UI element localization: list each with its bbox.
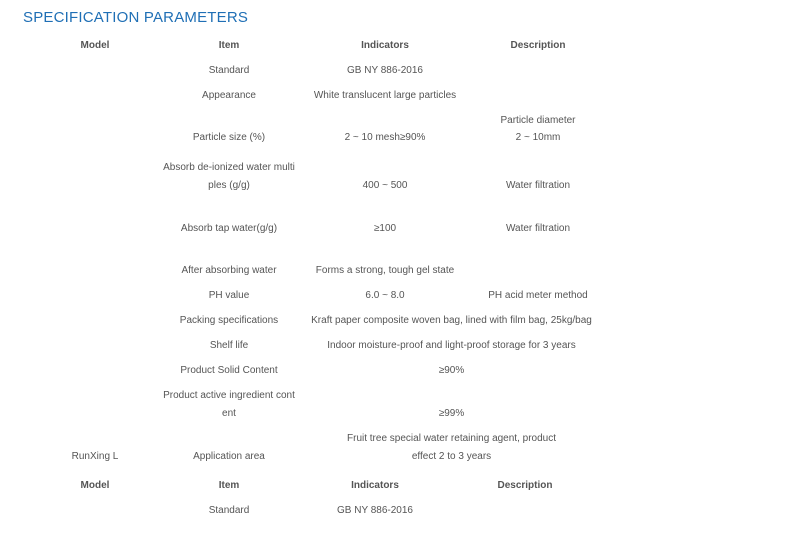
row-application-indicators-line1: Fruit tree special water retaining agent, product: [347, 433, 556, 444]
header-item: Item: [218, 40, 240, 51]
row-active-ingredient-item-line2: ent: [222, 408, 236, 419]
row-active-ingredient-item-line1: Product active ingredient cont: [163, 390, 295, 401]
header-description-2: Description: [497, 480, 553, 491]
header-description: Description: [510, 40, 566, 51]
row-solid-content-indicators: ≥90%: [438, 365, 465, 376]
row-tapwater-item: Absorb tap water(g/g): [180, 223, 278, 234]
row-deionized-indicators: 400 ~ 500: [362, 180, 408, 191]
row-active-ingredient-indicators: ≥99%: [438, 408, 465, 419]
header-model: Model: [80, 40, 110, 51]
row-appearance-indicators: White translucent large particles: [313, 90, 457, 101]
row-tapwater-indicators: ≥100: [373, 223, 397, 234]
row-tapwater-description: Water filtration: [505, 223, 571, 234]
row-deionized-item-line2: ples (g/g): [208, 180, 250, 191]
row-standard-item-2: Standard: [208, 505, 250, 516]
row-ph-item: PH value: [208, 290, 250, 301]
row-standard-item: Standard: [208, 65, 250, 76]
row-application-item: Application area: [193, 451, 265, 462]
row-after-absorbing-item: After absorbing water: [181, 265, 277, 276]
header-item-2: Item: [218, 480, 240, 491]
page-title: SPECIFICATION PARAMETERS: [23, 9, 249, 26]
row-appearance-item: Appearance: [202, 90, 256, 101]
row-standard-indicators-2: GB NY 886-2016: [337, 505, 413, 516]
row-ph-description: PH acid meter method: [488, 290, 588, 301]
row-particle-indicators: 2 ~ 10 mesh≥90%: [344, 132, 426, 143]
row-particle-description-line2: 2 ~ 10mm: [515, 132, 561, 143]
row-packing-indicators: Kraft paper composite woven bag, lined with film bag, 25kg/bag: [311, 315, 592, 326]
header-indicators-2: Indicators: [351, 480, 399, 491]
header-indicators: Indicators: [361, 40, 409, 51]
row-shelf-life-indicators: Indoor moisture-proof and light-proof storage for 3 years: [327, 340, 576, 351]
row-shelf-life-item: Shelf life: [209, 340, 249, 351]
row-application-model: RunXing L: [71, 451, 119, 462]
row-particle-description-line1: Particle diameter: [500, 115, 576, 126]
row-solid-content-item: Product Solid Content: [180, 365, 278, 376]
row-ph-indicators: 6.0 ~ 8.0: [365, 290, 405, 301]
header-model-2: Model: [80, 480, 110, 491]
row-standard-indicators: GB NY 886-2016: [347, 65, 423, 76]
row-particle-item: Particle size (%): [192, 132, 266, 143]
row-deionized-description: Water filtration: [505, 180, 571, 191]
row-application-indicators-line2: effect 2 to 3 years: [411, 451, 492, 462]
row-packing-item: Packing specifications: [179, 315, 279, 326]
row-after-absorbing-indicators: Forms a strong, tough gel state: [315, 265, 455, 276]
row-deionized-item-line1: Absorb de-ionized water multi: [163, 162, 295, 173]
